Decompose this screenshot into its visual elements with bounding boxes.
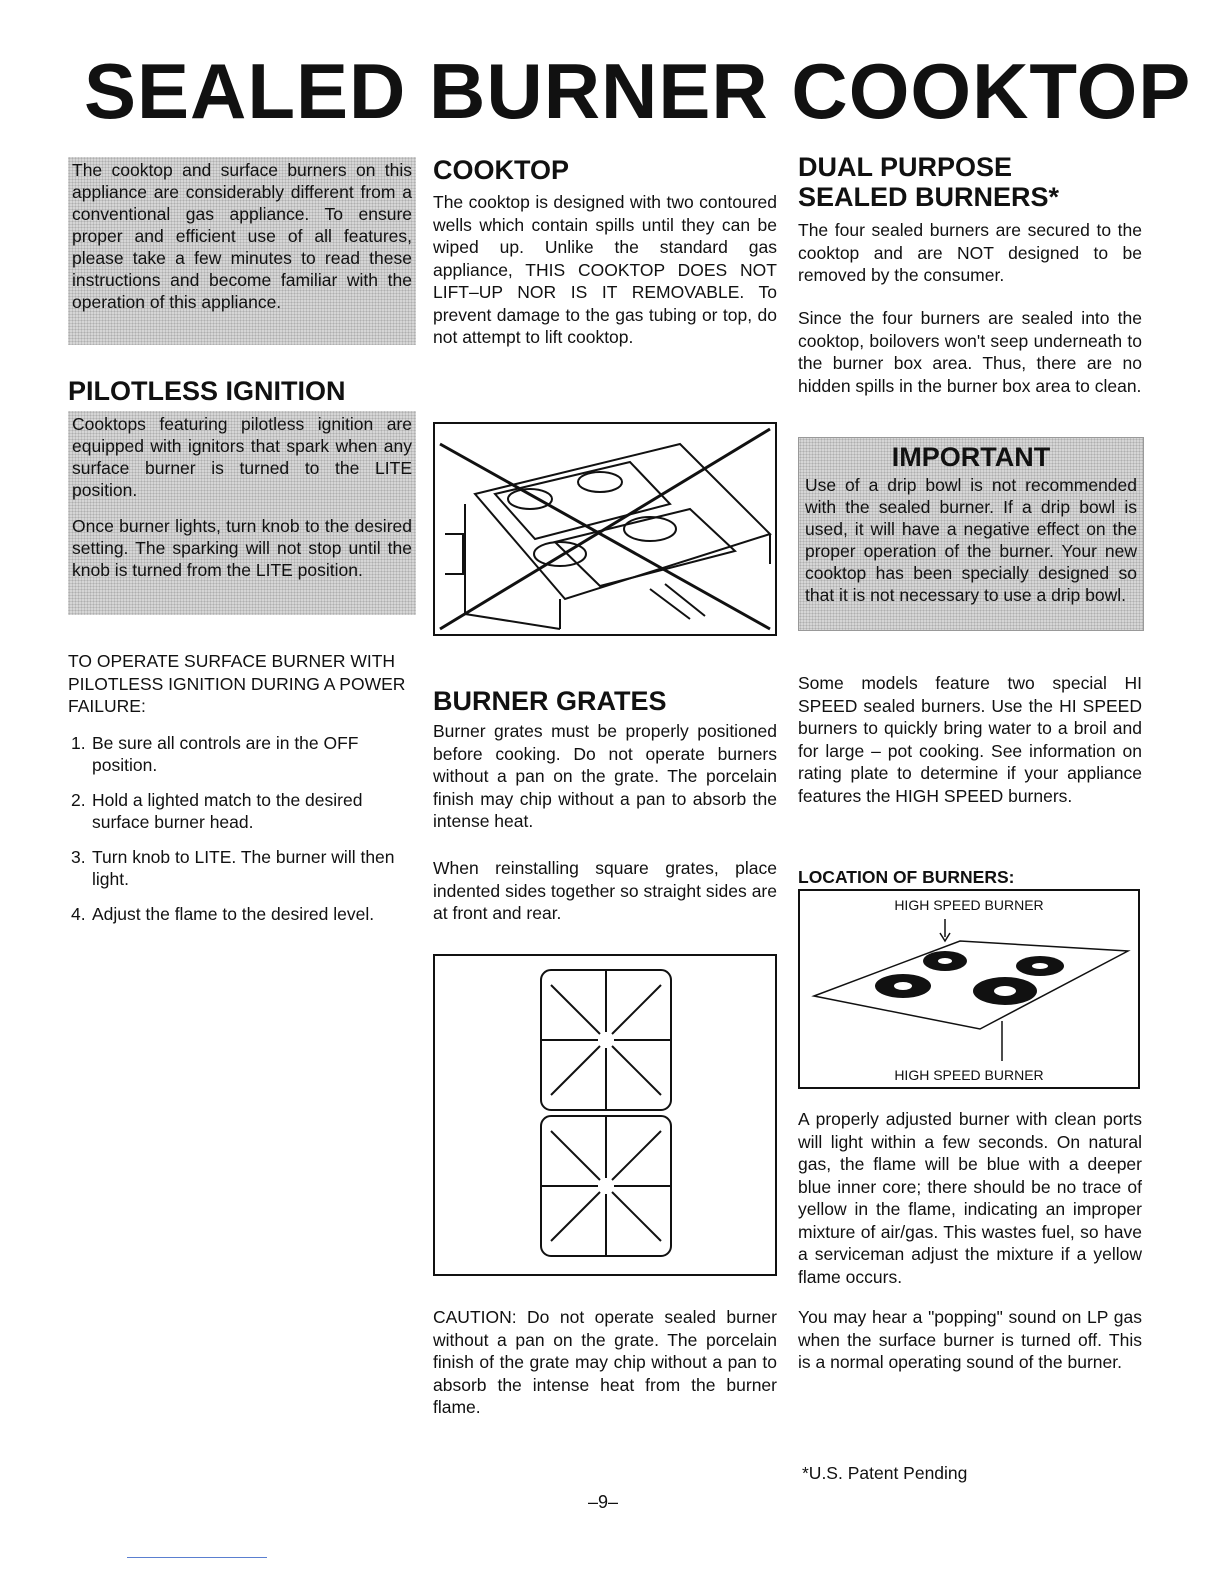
- hi-speed-text: Some models feature two special HI SPEED sealed burners. Use the HI SPEED burners to quickly bring water to a broil and for large – pot cooking. See information on rating plate to determine if your appliance features the HIGH SPEED burners.: [798, 673, 1142, 806]
- list-item: 3. Turn knob to LITE. The burner will then light.: [71, 846, 395, 889]
- crossed-out-cooktop-icon: [435, 424, 775, 634]
- dual-heading-line2: SEALED BURNERS*: [798, 182, 1060, 212]
- flame-text: A properly adjusted burner with clean ports will light within a few seconds. On natural gas, the flame will be blue with a deeper blue inner core; there should be no trace of yellow in the flame, indicating an improper mixture of air/gas. This wastes fuel, so have a serviceman adjust the mixture if a yellow flame occurs.: [798, 1109, 1142, 1287]
- cooktop-body: The cooktop is designed with two contoured wells which contain spills until they can be wiped up. Unlike the standard gas appliance, THIS COOKTOP DOES NOT LIFT–UP NOR IS IT REMOVABLE. To prevent damage to the gas tubing or top, do not attempt to lift cooktop.: [433, 192, 777, 347]
- dual-heading-line1: DUAL PURPOSE: [798, 152, 1013, 182]
- page-number: –9–: [588, 1492, 619, 1512]
- high-speed-label-top: HIGH SPEED BURNER: [894, 897, 1044, 913]
- important-body: Use of a drip bowl is not recommended with the sealed burner. If a drip bowl is used, it will have a negative effect on the proper operation of the burner. Your new cooktop has been specially designed so that it is not necessary to use a drip bowl.: [805, 475, 1137, 605]
- list-item: 4. Adjust the flame to the desired level.: [71, 903, 375, 924]
- burner-location-illustration: [798, 889, 1140, 1089]
- footer-rule: [127, 1557, 267, 1558]
- grates-heading: BURNER GRATES: [433, 686, 667, 716]
- pilotless-shaded-box: [68, 411, 416, 615]
- page-title: SEALED BURNER COOKTOP: [84, 47, 1192, 135]
- pilotless-para1: Cooktops featuring pilotless ignition are equipped with ignitors that spark when any surface burner is turned to the LITE position.: [72, 414, 412, 500]
- burner-layout-icon: [800, 891, 1138, 1087]
- popping-text: You may hear a "popping" sound on LP gas when the surface burner is turned off. This is a normal operating sound of the burner.: [798, 1307, 1142, 1372]
- grates-para2: When reinstalling square grates, place indented sides together so straight sides are at front and rear.: [433, 858, 777, 923]
- grates-illustration: [433, 954, 777, 1276]
- grates-para1: Burner grates must be properly positioned before cooking. Do not operate burners without a pan on the grate. The porcelain finish may chip without a pan to absorb the intense heat.: [433, 721, 777, 831]
- high-speed-label-bottom: HIGH SPEED BURNER: [894, 1067, 1044, 1083]
- cooktop-heading: COOKTOP: [433, 155, 570, 185]
- pilotless-heading: PILOTLESS IGNITION: [68, 376, 346, 406]
- list-item: 2. Hold a lighted match to the desired surface burner head.: [71, 789, 363, 832]
- cooktop-lift-illustration: [433, 422, 777, 636]
- dual-para2: Since the four burners are sealed into the cooktop, boilovers won't seep underneath to the burner box area. Thus, there are no hidden spills in the burner box area to clean.: [798, 308, 1142, 396]
- power-failure-intro: TO OPERATE SURFACE BURNER WITH PILOTLESS IGNITION DURING A POWER FAILURE:: [68, 651, 406, 716]
- important-title: IMPORTANT: [891, 442, 1051, 472]
- square-grates-icon: [435, 956, 775, 1274]
- pilotless-para2: Once burner lights, turn knob to the desired setting. The sparking will not stop until the knob is turned from the LITE position.: [72, 516, 412, 580]
- location-heading: LOCATION OF BURNERS:: [798, 867, 1015, 887]
- intro-shaded-box: [68, 157, 416, 345]
- dual-heading: [798, 152, 1142, 212]
- patent-note: *U.S. Patent Pending: [802, 1463, 968, 1483]
- caution-text: CAUTION: Do not operate sealed burner without a pan on the grate. The porcelain finish of the grate may chip without a pan to absorb the intense heat from the burner flame.: [433, 1307, 777, 1417]
- dual-para1: The four sealed burners are secured to the cooktop and are NOT designed to be removed by the consumer.: [798, 220, 1142, 285]
- power-failure-section: [68, 650, 412, 937]
- important-box: [798, 437, 1144, 631]
- list-item: 1. Be sure all controls are in the OFF position.: [71, 732, 359, 775]
- intro-text: The cooktop and surface burners on this appliance are considerably different from a conventional gas appliance. To ensure proper and efficient use of all features, please take a few minutes to read these instructions and become familiar with the operation of this appliance.: [72, 160, 412, 312]
- power-failure-steps: [68, 732, 412, 926]
